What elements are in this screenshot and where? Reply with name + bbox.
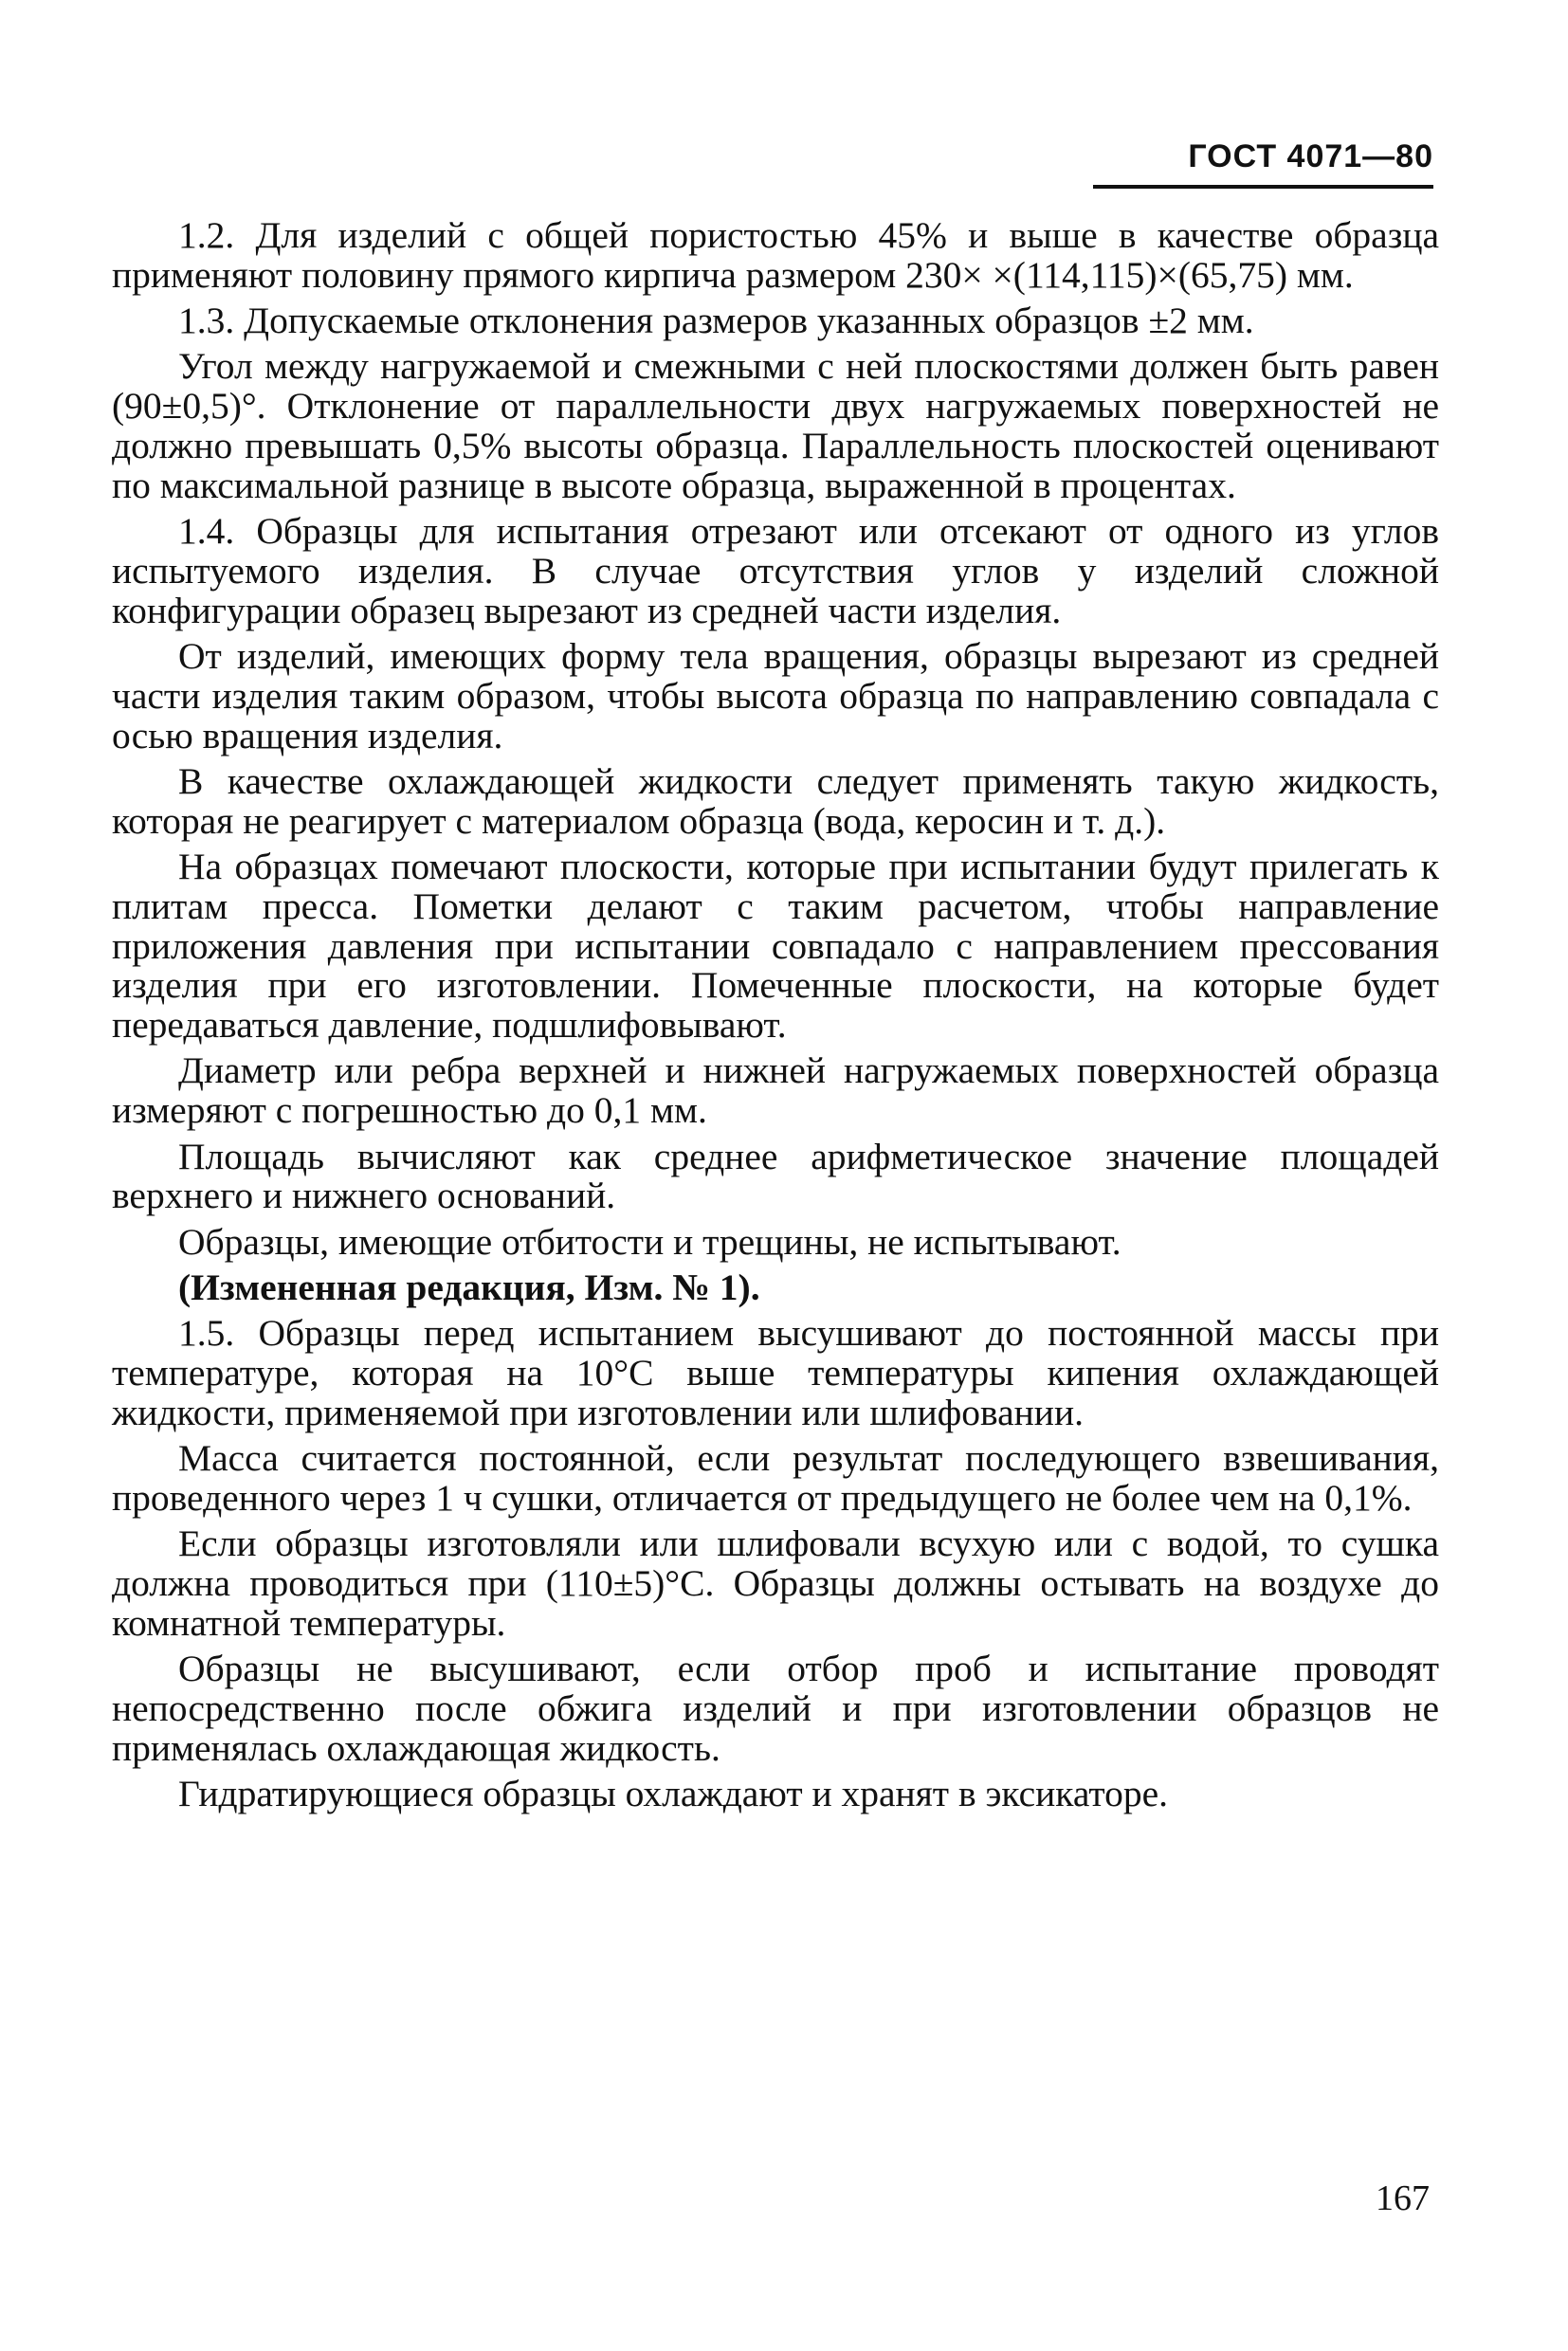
paragraph-diameter: Диаметр или ребра верхней и нижней нагружаемых поверхностей образца измеряют с погрешностью до 0,1 мм. — [112, 1049, 1439, 1132]
paragraph-cooling-liquid: В качестве охлаждающей жидкости следует применять такую жидкость, которая не реагирует с материалом образца (вода, керосин и т. д.). — [112, 759, 1439, 842]
document-code: ГОСТ 4071—80 — [1093, 138, 1433, 189]
paragraph-hydrating: Гидратирующиеся образцы охлаждают и хранят в эксикаторе. — [178, 1772, 1169, 1814]
paragraph-constant-mass: Масса считается постоянной, если результат последующего взвешивания, проведенного через 1 ч сушки, отличается от предыдущего не более чем на 0,1%. — [112, 1437, 1439, 1519]
paragraph-defects: Образцы, имеющие отбитости и трещины, не испытывают. — [178, 1220, 1121, 1263]
paragraph-angle: Угол между нагружаемой и смежными с ней плоскостями должен быть равен (90±0,5)°. Отклонение от параллельности двух нагружаемых поверхностей не должно превышать 0,5% высоты образца. Параллельность плоскостей оценивают по максимальной разнице в высоте образца, выраженной в процентах. — [112, 345, 1439, 506]
page-number: 167 — [1376, 2178, 1430, 2218]
paragraph-marking: На образцах помечают плоскости, которые при испытании будут прилегать к плитам пресса. Пометки делают с таким расчетом, чтобы направление приложения давления при испытании совпадало с направлением прессования изделия при его изготовлении. Помеченные плоскости, на которые будет передаваться давление, подшлифовывают. — [112, 845, 1439, 1047]
paragraph-1-3: 1.3. Допускаемые отклонения размеров указанных образцов ±2 мм. — [178, 300, 1254, 342]
paragraph-1-5: 1.5. Образцы перед испытанием высушивают до постоянной массы при температуре, которая на 10°С выше температуры кипения охлаждающей жидкости, применяемой при изготовлении или шлифовании. — [112, 1312, 1439, 1433]
paragraph-area: Площадь вычисляют как среднее арифметическое значение площадей верхнего и нижнего оснований. — [112, 1135, 1439, 1217]
amendment-note: (Измененная редакция, Изм. № 1). — [178, 1266, 760, 1308]
paragraph-1-4: 1.4. Образцы для испытания отрезают или отсекают от одного из углов испытуемого изделия. В случае отсутствия углов у изделий сложной конфигурации образец вырезают из средней части изделия. — [112, 510, 1439, 631]
page-header — [1093, 138, 1433, 189]
paragraph-rotation-body: От изделий, имеющих форму тела вращения, образцы вырезают из средней части изделия таким образом, чтобы высота образца по направлению совпадала с осью вращения изделия. — [112, 634, 1439, 756]
paragraph-drying: Если образцы изготовляли или шлифовали всухую или с водой, то сушка должна проводиться при (110±5)°С. Образцы должны остывать на воздухе до комнатной температуры. — [112, 1522, 1439, 1644]
body-text — [112, 216, 1439, 1820]
paragraph-1-2: 1.2. Для изделий с общей пористостью 45% и выше в качестве образца применяют половину прямого кирпича размером 230× ×(114,115)×(65,75) мм. — [112, 214, 1439, 296]
paragraph-no-drying: Образцы не высушивают, если отбор проб и испытание проводят непосредственно после обжига изделий и при изготовлении образцов не применялась охлаждающая жидкость. — [112, 1648, 1439, 1769]
